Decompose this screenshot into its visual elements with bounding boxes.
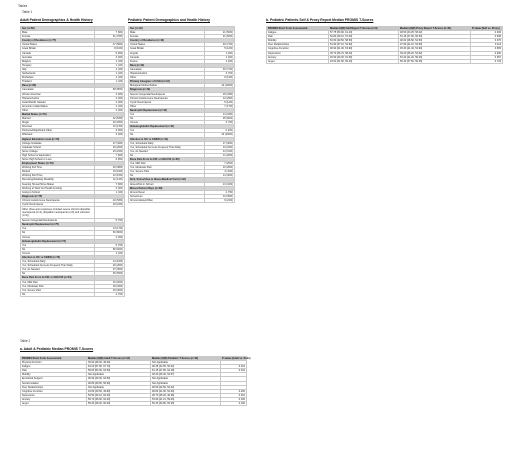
table-cell: 0.001 bbox=[221, 365, 247, 369]
table-cell: 48.00 [46.50, 54.50] bbox=[399, 39, 471, 43]
table-row bbox=[267, 59, 503, 63]
table-cell: 21 (50%) bbox=[205, 35, 235, 39]
table-cell: 0.200 bbox=[221, 389, 247, 393]
table-cell: Pain bbox=[21, 369, 87, 373]
table-cell: 43.60 [30.50, 49.80] bbox=[87, 389, 151, 393]
table-cell: Yes, Severe Pain bbox=[21, 288, 95, 292]
table-cell: 1 (1%) bbox=[95, 251, 125, 255]
adult-pediatric-promis-table bbox=[20, 356, 251, 406]
table-cell: Unsure bbox=[129, 121, 205, 125]
table-cell: 0.376 bbox=[471, 39, 503, 43]
table-cell: 13 (41%) bbox=[205, 182, 235, 186]
table-cell: Yes bbox=[129, 112, 205, 116]
table-cell: Infection in ICU or ER/ED (n=42) bbox=[129, 137, 205, 141]
table-cell: Angola bbox=[129, 51, 205, 55]
table-cell: Mobility bbox=[267, 39, 329, 43]
table-cell: Yes, Mild Pain bbox=[129, 162, 205, 166]
adult-demographics-title: Adult Patient Demographics & Health History bbox=[20, 18, 93, 22]
table-cell: United States bbox=[129, 43, 205, 47]
table-cell: 54.40 [41.20, 59.20] bbox=[399, 55, 471, 59]
table-cell: France bbox=[129, 59, 205, 63]
table-cell: 48.80 [41.90, 52.60] bbox=[151, 389, 221, 393]
table-cell: Missed School Days (n=28) bbox=[129, 186, 205, 190]
table-cell: Diagnosis (n=75) bbox=[21, 194, 95, 198]
table-cell: Biological Mother/Father bbox=[129, 84, 205, 88]
table-cell: Graduate School bbox=[21, 145, 95, 149]
table-cell: 27 (34%) bbox=[95, 141, 125, 145]
table-cell: 30 (71%) bbox=[205, 43, 235, 47]
table-cell: 12 (29%) bbox=[205, 96, 235, 100]
table-cell: 18 (24%) bbox=[95, 203, 125, 207]
table-cell: Yes, Severe Pain bbox=[129, 170, 205, 174]
table-cell: 14 (33%) bbox=[205, 112, 235, 116]
table-cell: 36.70 [36.70, 58.00] bbox=[329, 51, 399, 55]
table-cell: 15 (19%) bbox=[95, 170, 125, 174]
table-cell: 55.20 [46.00, 60.00] bbox=[87, 402, 151, 406]
table-cell: 0.930 bbox=[471, 51, 503, 55]
table-cell: Sex (n=42) bbox=[129, 27, 205, 31]
table-cell: Great Britain bbox=[129, 47, 205, 51]
table-1-label: Table 1 bbox=[22, 10, 33, 14]
column-header: P-value (Self vs. Proxy) bbox=[471, 27, 503, 31]
table-cell: Mobility bbox=[21, 373, 87, 377]
table-cell: Sick, School Due to Illness/Medical Visit (n=32) bbox=[129, 178, 205, 182]
table-cell: Cyclic Neutropenia bbox=[21, 203, 95, 207]
column-header: Median (IQR) Adult T-Scores (n=44) bbox=[87, 357, 151, 361]
table-cell: Country of Residence (n=77) bbox=[21, 39, 95, 43]
table-cell: 5 (7%) bbox=[95, 219, 125, 223]
table-cell: Hispanic/Latino bbox=[129, 72, 205, 76]
table-cell: 14 (18%) bbox=[95, 260, 125, 264]
table-cell: 48.50 [42.50, 52.02] bbox=[151, 385, 221, 389]
table-cell: Not Applicable bbox=[87, 385, 151, 389]
table-cell: 39.20 [36.20, 53.62] bbox=[399, 51, 471, 55]
table-cell: Yes bbox=[21, 227, 95, 231]
table-cell: Sex (n=80) bbox=[21, 27, 95, 31]
column-header: Median (IQR) Proxy Report T-Scores (n=31) bbox=[399, 27, 471, 31]
table-cell: Employment Status (n=79) bbox=[21, 162, 95, 166]
table-cell: Not Applicable bbox=[151, 381, 221, 385]
table-cell: 51.15 [47.90, 60.53] bbox=[399, 35, 471, 39]
table-cell: Social Isolation bbox=[21, 381, 87, 385]
table-cell: 51.90 [37.10, 54.90] bbox=[329, 43, 399, 47]
table-cell: 48.90 [40.30, 63.50] bbox=[87, 377, 151, 381]
table-cell: Divorced bbox=[21, 125, 95, 129]
table-cell: 1 (1%) bbox=[95, 59, 125, 63]
table-cell: Hispanic/Latino bbox=[21, 96, 95, 100]
table-cell: Cognitive Function bbox=[21, 389, 87, 393]
table-cell: 0.608 bbox=[471, 35, 503, 39]
table-cell: Other bbox=[129, 104, 205, 108]
table-cell: 0.160 bbox=[221, 402, 247, 406]
table-cell: Almost Always/Often bbox=[129, 198, 205, 202]
table-cell: 54.50 [49.50, 58.50] bbox=[329, 39, 399, 43]
table-cell: Working Part Time bbox=[21, 174, 95, 178]
table-cell: 59.70 [46.90, 63.40] bbox=[87, 397, 151, 401]
table-cell: College Graduate bbox=[21, 141, 95, 145]
table-cell: 5 (12%) bbox=[205, 100, 235, 104]
table-cell: 16 (30%) bbox=[95, 280, 125, 284]
table-cell: 2 (3%) bbox=[95, 96, 125, 100]
table-cell: No bbox=[21, 231, 95, 235]
table-cell: Unsure bbox=[21, 235, 95, 239]
table-cell: 57.75 [50.90, 61.43] bbox=[329, 31, 399, 35]
table-cell: Not Applicable bbox=[151, 361, 221, 365]
table-cell: Yes, Scheduled but Less Frequent Than Daily bbox=[129, 145, 205, 149]
table-cell: Not Applicable bbox=[87, 373, 151, 377]
table-cell: Emotional Support bbox=[21, 377, 87, 381]
table-cell: Australia bbox=[21, 55, 95, 59]
table-cell: 5 (6%) bbox=[95, 51, 125, 55]
table-cell: Highest Education Level (n=79) bbox=[21, 137, 95, 141]
table-cell: 0.001 bbox=[221, 393, 247, 397]
table-cell: 38.70 [36.20, 46.65] bbox=[151, 393, 221, 397]
table-cell: 30 (71%) bbox=[205, 67, 235, 71]
column-header: Median (IQR) Self Report T-Scores (n=9) bbox=[329, 27, 399, 31]
adult-demographics-table bbox=[20, 26, 125, 297]
table-cell: 20 (25%) bbox=[95, 121, 125, 125]
table-cell: Canada bbox=[129, 55, 205, 59]
table-cell: 6 (14%) bbox=[205, 76, 235, 80]
table-cell: 8 (10%) bbox=[95, 47, 125, 51]
table-cell: 2 (3%) bbox=[95, 235, 125, 239]
table-cell: 13 (17%) bbox=[95, 227, 125, 231]
table-cell: 2 (3%) bbox=[95, 100, 125, 104]
table-cell: 68 (92%) bbox=[95, 247, 125, 251]
table-cell: 50.30 [37.50, 56.25] bbox=[399, 59, 471, 63]
column-header: PROMIS Short Form Assessment bbox=[267, 27, 329, 31]
table-cell: 1 (1%) bbox=[95, 190, 125, 194]
table-cell: Chronic Autoimmune Neutropenia bbox=[129, 96, 205, 100]
table-cell: Female bbox=[129, 35, 205, 39]
table-cell: 19 (24%) bbox=[95, 149, 125, 153]
table-cell: 48.35 [44.55, 56.02] bbox=[151, 365, 221, 369]
table-cell: 39.90 [48.30, 49.00] bbox=[87, 361, 151, 365]
table-cell: Canada bbox=[21, 51, 95, 55]
table-cell: 3 (7%) bbox=[205, 72, 235, 76]
table-cell: 47 (59%) bbox=[95, 43, 125, 47]
table-cell: Depression bbox=[267, 51, 329, 55]
pediatric-self-proxy-title: b. Pediatric Patients Self & Proxy Report Median PROMIS T-Scores bbox=[266, 18, 374, 22]
table-cell: 52.80 [49.10, 57.00] bbox=[329, 35, 399, 39]
table-cell: 4 (7%) bbox=[95, 292, 125, 296]
table-row bbox=[21, 402, 247, 406]
table-cell: 47.90 [41.10, 53.90] bbox=[399, 43, 471, 47]
table-cell: 17 (40%) bbox=[205, 141, 235, 145]
table-cell: Single bbox=[21, 121, 95, 125]
table-cell: 0.357 bbox=[471, 55, 503, 59]
table-cell: Asian/Pacific Islander bbox=[21, 100, 95, 104]
table-cell: 0.805 bbox=[471, 47, 503, 51]
table-cell: Absent/Not in School bbox=[129, 182, 205, 186]
table-cell: No bbox=[129, 117, 205, 121]
table-cell: 20 (26%) bbox=[95, 264, 125, 268]
table-cell: 11 (26%) bbox=[205, 153, 235, 157]
table-cell: Italy bbox=[21, 67, 95, 71]
table-cell: 10 (29%) bbox=[205, 166, 235, 170]
table-cell: Anxiety bbox=[267, 55, 329, 59]
table-cell: African American bbox=[21, 92, 95, 96]
table-cell: 61 (76%) bbox=[95, 35, 125, 39]
table-cell: 2 (7%) bbox=[205, 190, 235, 194]
table-cell: 5 (7%) bbox=[95, 243, 125, 247]
table-cell: 0.113 bbox=[471, 43, 503, 47]
table-cell: 1 (2%) bbox=[205, 55, 235, 59]
table-cell: Yes bbox=[21, 243, 95, 247]
table-cell: 13 (31%) bbox=[205, 149, 235, 153]
table-cell: Netherlands bbox=[21, 72, 95, 76]
table-cell: 6 (8%) bbox=[95, 158, 125, 162]
table-cell: 10 (24%) bbox=[205, 145, 235, 149]
table-cell: 1 (1%) bbox=[95, 76, 125, 80]
table-cell: 1 (1%) bbox=[95, 104, 125, 108]
table-cell: Yes, Moderate Pain bbox=[21, 284, 95, 288]
table-cell: 42 (100%) bbox=[205, 84, 235, 88]
table-cell: 12 (15%) bbox=[95, 174, 125, 178]
table-cell: Immunoglobulin Replacement (n=42) bbox=[129, 125, 205, 129]
table-cell: Pain bbox=[267, 35, 329, 39]
table-cell: Other (Free-text responses included severe chronic idiopathic neutropenia (n=4), idiopathic neutropenia (n=3) and unknown (n=1)) bbox=[21, 207, 95, 219]
adult-pediatric-promis-title: a. Adult & Pediatric Median PROMIS T-Scores bbox=[20, 347, 94, 351]
table-cell: Country of Residence (n=42) bbox=[129, 39, 205, 43]
table-cell: Anxiety bbox=[21, 397, 87, 401]
table-cell: 2 (3%) bbox=[95, 108, 125, 112]
table-cell: Diagnosis (n=42) bbox=[129, 88, 205, 92]
table-cell: 5 (12%) bbox=[205, 47, 235, 51]
table-cell: Almost Never bbox=[129, 190, 205, 194]
table-cell: Caucasian bbox=[21, 88, 95, 92]
table-cell: High School or Equivalent bbox=[21, 153, 95, 157]
table-cell: 48.50 [43.25, 58.02] bbox=[399, 31, 471, 35]
table-cell: 1 (1%) bbox=[95, 63, 125, 67]
table-cell: 0.734 bbox=[471, 59, 503, 63]
table-cell: 6 (21%) bbox=[205, 198, 235, 202]
table-cell: 4 (5%) bbox=[95, 129, 125, 133]
table-cell: 3 (4%) bbox=[95, 186, 125, 190]
table-cell: 51.15 [47.80, 63.18] bbox=[151, 369, 221, 373]
table-cell: Yes, Scheduled Daily bbox=[21, 260, 95, 264]
table-cell: No bbox=[129, 153, 205, 157]
page-heading-tables: Tables bbox=[18, 4, 28, 8]
table-cell: No bbox=[129, 133, 205, 137]
table-cell: 40 (53%) bbox=[95, 198, 125, 202]
table-cell: Great Britain bbox=[21, 47, 95, 51]
table-cell: 3 (4%) bbox=[95, 133, 125, 137]
table-cell: Cognitive Function bbox=[267, 47, 329, 51]
table-cell: 48.20 [46.40, 54.57] bbox=[151, 373, 221, 377]
table-cell: Working to Work but Health Limiting bbox=[21, 186, 95, 190]
table-cell: 7 (17%) bbox=[205, 104, 235, 108]
table-cell: Some High School or Less bbox=[21, 158, 95, 162]
table-cell: Partnered/Significant Other bbox=[21, 129, 95, 133]
table-cell: 53.50 [44.10, 62.00] bbox=[87, 393, 151, 397]
table-cell: Receiving/Awaiting Disability bbox=[21, 178, 95, 182]
table-cell: Retired bbox=[21, 170, 95, 174]
table-cell: Yes, Mild Pain bbox=[21, 280, 95, 284]
table-cell: 50.30 [34.80, 56.25] bbox=[151, 402, 221, 406]
table-cell: 0 (0%) bbox=[205, 129, 235, 133]
table-cell: No bbox=[129, 174, 205, 178]
table-cell: 43.60 [31.50, 56.20] bbox=[329, 59, 399, 63]
table-cell: Yes, Moderate Pain bbox=[129, 166, 205, 170]
table-cell: 59.60 [50.30, 64.50] bbox=[87, 369, 151, 373]
table-cell: Severe Congenital Neutropenia bbox=[129, 92, 205, 96]
table-cell: 18 (43%) bbox=[205, 92, 235, 96]
table-cell: Fatigue bbox=[21, 365, 87, 369]
table-cell: 3 (4%) bbox=[95, 55, 125, 59]
table-cell: 3 (7%) bbox=[205, 121, 235, 125]
table-cell: Bone Pain From G-CSF or GM-CSF (n=54) bbox=[21, 276, 95, 280]
table-cell: Anger bbox=[267, 59, 329, 63]
table-cell: Married bbox=[21, 117, 95, 121]
table-cell: Fatigue bbox=[267, 31, 329, 35]
table-cell: 10 (36%) bbox=[205, 194, 235, 198]
table-cell: Primary Caregiver of Child (n=42) bbox=[129, 80, 205, 84]
table-cell: 25 (60%) bbox=[205, 117, 235, 121]
table-cell: Neutrophil Replacement (n=42) bbox=[129, 108, 205, 112]
table-cell: Sometimes bbox=[129, 194, 205, 198]
table-cell: Other bbox=[129, 76, 205, 80]
table-cell: Yes, Scheduled Daily bbox=[129, 141, 205, 145]
table-row bbox=[129, 198, 235, 202]
table-cell: Zimbabwe bbox=[21, 76, 95, 80]
table-cell: 42 (100%) bbox=[205, 133, 235, 137]
table-cell: Caucasian bbox=[129, 67, 205, 71]
pediatric-self-proxy-table bbox=[266, 26, 503, 64]
table-cell: Chronic Autoimmune Neutropenia bbox=[21, 198, 95, 202]
table-cell: 1 (2%) bbox=[205, 59, 235, 63]
table-cell: 1 (2%) bbox=[205, 51, 235, 55]
table-cell: Infection in ICU or ER/ED (n=76) bbox=[21, 255, 95, 259]
table-2-label: Table 2 bbox=[20, 339, 31, 343]
table-cell: Hungary bbox=[21, 63, 95, 67]
table-cell: Not Applicable bbox=[151, 377, 221, 381]
table-cell: Race (n=42) bbox=[129, 63, 205, 67]
table-cell: Male bbox=[21, 31, 95, 35]
table-cell: 27 (36%) bbox=[95, 268, 125, 272]
table-cell: 10 (13%) bbox=[95, 125, 125, 129]
table-cell: Other bbox=[21, 108, 95, 112]
table-cell: Widowed bbox=[21, 133, 95, 137]
table-cell: Yes bbox=[129, 129, 205, 133]
column-header: P-value (Adult vs. Peds) bbox=[222, 357, 251, 360]
table-cell: Marital Status (n=79) bbox=[21, 112, 95, 116]
table-cell: 18 (33%) bbox=[95, 284, 125, 288]
table-cell: 1 (1%) bbox=[95, 80, 125, 84]
table-cell: 4 (11%) bbox=[205, 170, 235, 174]
table-cell: Bone Pain From G-CSF or GM-CSF (n=35) bbox=[129, 158, 205, 162]
table-cell: Thailand bbox=[21, 80, 95, 84]
table-cell: Peer Relationships bbox=[21, 385, 87, 389]
table-cell: 45 (59%) bbox=[95, 272, 125, 276]
table-cell: Unsure bbox=[21, 251, 95, 255]
table-cell: Immunoglobulin Replacement (n=74) bbox=[21, 239, 95, 243]
table-cell: Belgium bbox=[21, 59, 95, 63]
table-cell: 16 (30%) bbox=[95, 288, 125, 292]
table-row bbox=[21, 292, 125, 296]
table-cell: Keeping House/Home Maker bbox=[21, 182, 95, 186]
table-cell: 48.80 [39.90, 56.90] bbox=[87, 381, 151, 385]
table-cell: Anger bbox=[21, 402, 87, 406]
table-cell: 48.90 [41.00, 54.90] bbox=[329, 47, 399, 51]
table-cell: Neutrophil Replacement (n=75) bbox=[21, 223, 95, 227]
table-cell: 64.00 [57.90, 67.70] bbox=[87, 365, 151, 369]
table-cell: Some College bbox=[21, 149, 95, 153]
table-cell: Depression bbox=[21, 393, 87, 397]
table-cell: 46.90 [40.00, 51.50] bbox=[329, 55, 399, 59]
table-cell: No bbox=[21, 272, 95, 276]
table-cell: Physical Function bbox=[21, 361, 87, 365]
table-cell: Yes, As Needed bbox=[21, 268, 95, 272]
table-cell: 7 (9%) bbox=[95, 31, 125, 35]
table-cell: 11 (14%) bbox=[95, 178, 125, 182]
table-cell: Female bbox=[21, 35, 95, 39]
table-cell: Cyclic Neutropenia bbox=[129, 100, 205, 104]
table-cell: 1 (1%) bbox=[95, 67, 125, 71]
table-cell: 20 (25%) bbox=[95, 145, 125, 149]
table-cell: 14 (40%) bbox=[205, 174, 235, 178]
table-cell: 30 (38%) bbox=[95, 166, 125, 170]
table-cell: No bbox=[21, 247, 95, 251]
table-cell: 7 (20%) bbox=[205, 162, 235, 166]
table-cell: 0.001 bbox=[221, 369, 247, 373]
table-cell: 1 (1%) bbox=[95, 72, 125, 76]
table-cell: 21 (50%) bbox=[205, 31, 235, 35]
table-cell: Yes, Scheduled but Less Frequent Than Daily bbox=[21, 264, 95, 268]
table-cell: Severe Congenital Neutropenia bbox=[21, 219, 95, 223]
table-cell: 68 (85%) bbox=[95, 88, 125, 92]
table-cell: 0.306 bbox=[471, 31, 503, 35]
table-cell: 3 (4%) bbox=[95, 92, 125, 96]
table-cell: Race (n=80) bbox=[21, 84, 95, 88]
table-cell: Male bbox=[129, 31, 205, 35]
table-cell: American Indian/Native bbox=[21, 104, 95, 108]
table-cell: 45.30 [41.40, 54.90] bbox=[399, 47, 471, 51]
table-cell: Yes, As Needed bbox=[129, 149, 205, 153]
table-cell: 60 (80%) bbox=[95, 231, 125, 235]
table-cell: 0.160 bbox=[221, 397, 247, 401]
table-cell: 53.90 [41.21, 59.00] bbox=[151, 397, 221, 401]
column-header: PROMIS Short Form Assessment bbox=[21, 357, 87, 361]
column-header: Median (IQR) Pediatric T-Scores (n=42) bbox=[151, 357, 221, 361]
table-cell: No bbox=[21, 292, 95, 296]
pediatric-demographics-title: Pediatric Patient Demographics and Health History bbox=[128, 18, 210, 22]
table-cell: 7 (9%) bbox=[95, 153, 125, 157]
table-cell: Going to School bbox=[21, 190, 95, 194]
table-cell: 7 (9%) bbox=[95, 182, 125, 186]
table-cell: Peer Relationships bbox=[267, 43, 329, 47]
table-cell: Working Full Time bbox=[21, 166, 95, 170]
table-row bbox=[21, 207, 125, 219]
pediatric-demographics-table bbox=[128, 26, 235, 203]
table-cell: United States bbox=[21, 43, 95, 47]
table-cell bbox=[95, 207, 125, 219]
table-cell: 42 (53%) bbox=[95, 117, 125, 121]
